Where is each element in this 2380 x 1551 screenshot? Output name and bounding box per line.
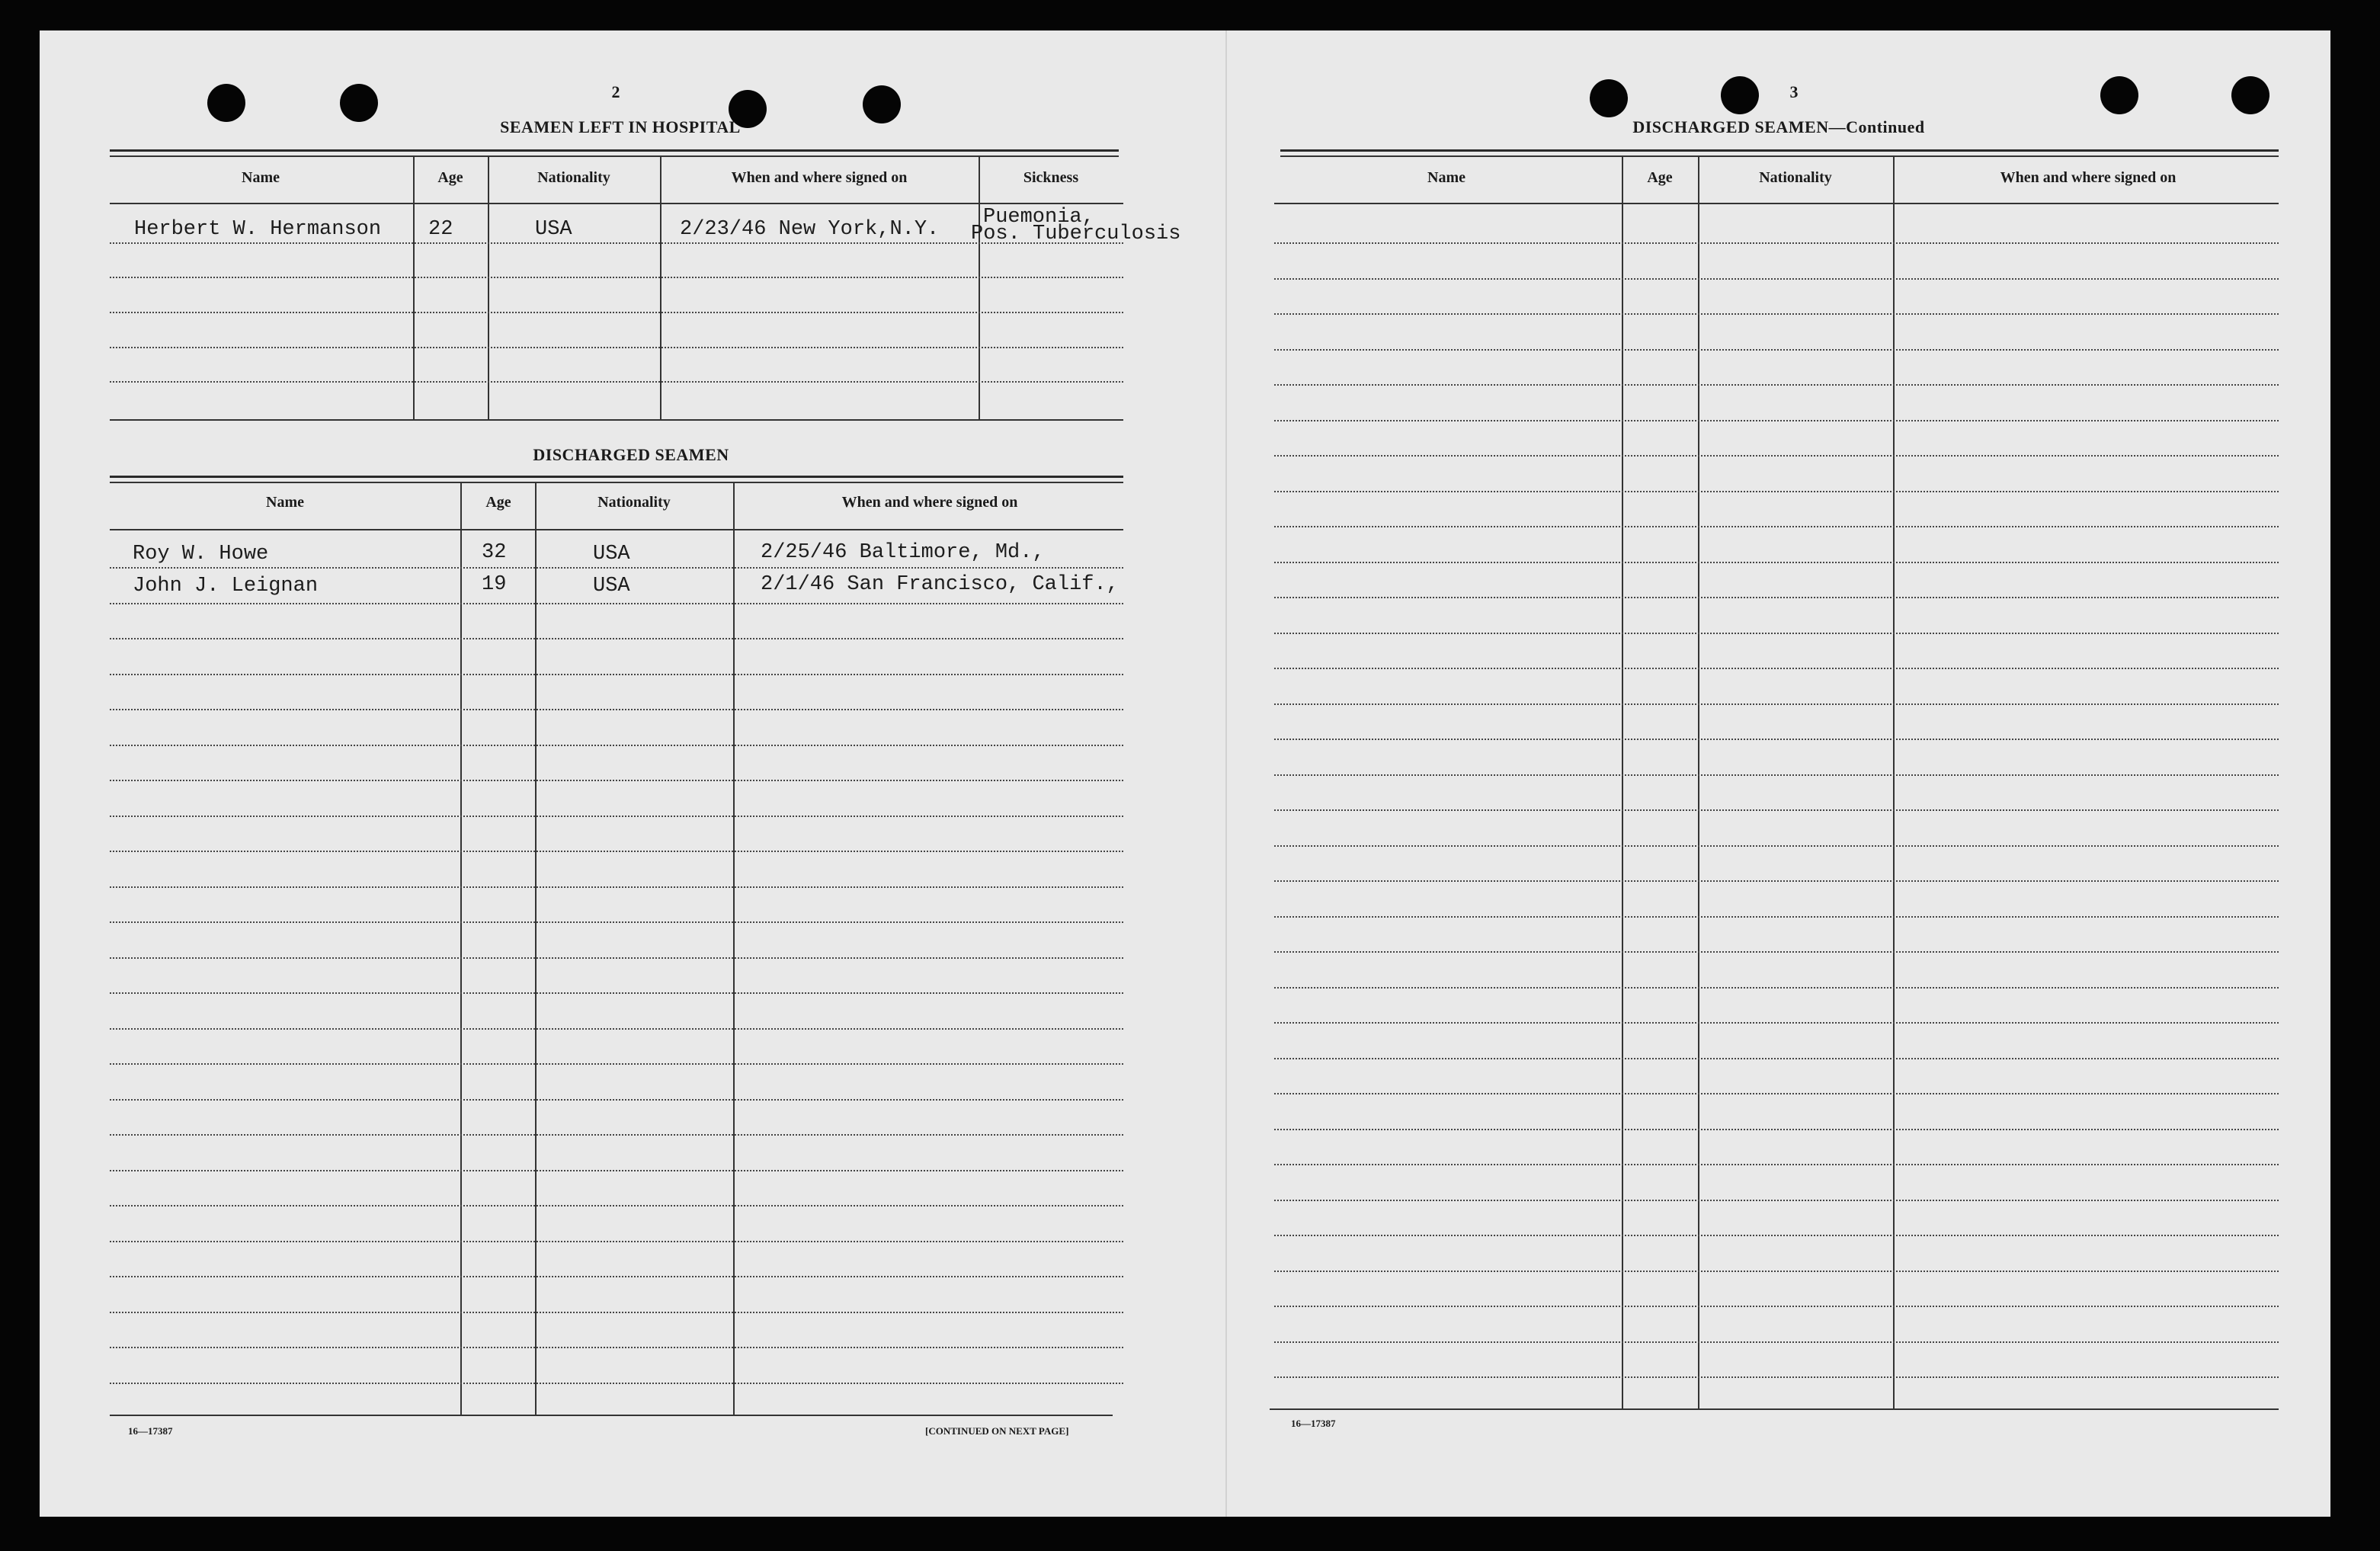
discharged-header-age: Age [485, 494, 511, 511]
hospital-section-title: SEAMEN LEFT IN HOSPITAL [500, 117, 741, 136]
right-col-divider [1698, 155, 1699, 1408]
ruled-row-line [1274, 455, 2279, 457]
ruled-row-line [110, 1134, 1123, 1136]
punch-hole [2100, 76, 2138, 114]
ruled-row-line [110, 1241, 1123, 1242]
ruled-row-line [110, 1170, 1123, 1171]
ruled-row-line [1274, 491, 2279, 492]
hospital-header-signed-on: When and where signed on [731, 169, 908, 186]
discharged-entry-nationality: USA [593, 575, 630, 598]
hospital-entry-signed-on: 2/23/46 New York,N.Y. [680, 218, 940, 241]
hospital-row-line [110, 277, 1123, 278]
ruled-row-line [1274, 809, 2279, 811]
ruled-row-line [110, 567, 1123, 569]
document-sheet [40, 30, 2330, 1517]
ruled-row-line [1274, 633, 2279, 634]
hospital-col-divider [488, 155, 489, 419]
hospital-table-bottom-rule [110, 419, 1123, 421]
right-header-age: Age [1647, 169, 1673, 186]
ruled-row-line [110, 709, 1123, 710]
hospital-entry-age: 22 [428, 218, 453, 241]
discharged-header-rule [110, 529, 1123, 530]
hospital-entry-nationality: USA [535, 218, 572, 241]
ruled-row-line [1274, 703, 2279, 705]
discharged-table-bottom-rule [110, 1415, 1113, 1416]
ruled-row-line [1274, 668, 2279, 669]
ruled-row-line [1274, 739, 2279, 740]
hospital-header-rule [110, 203, 1123, 204]
discharged-col-divider [733, 482, 735, 1415]
hospital-row-line [110, 312, 1123, 313]
ruled-row-line [110, 957, 1123, 959]
ruled-row-line [1274, 562, 2279, 563]
ruled-row-line [110, 921, 1123, 923]
ruled-row-line [110, 603, 1123, 604]
ruled-row-line [1274, 1058, 2279, 1059]
ruled-row-line [110, 1312, 1123, 1313]
discharged-entry-age: 19 [482, 573, 507, 596]
page-number-right: 3 [1789, 82, 1799, 101]
ruled-row-line [1274, 1235, 2279, 1236]
discharged-entry-signed-on: 2/25/46 Baltimore, Md., [761, 541, 1045, 564]
discharged-entry-name: John J. Leignan [133, 575, 319, 598]
ruled-row-line [1274, 597, 2279, 598]
ruled-row-line [110, 1028, 1123, 1030]
ruled-row-line [1274, 1164, 2279, 1165]
ruled-row-line [1274, 349, 2279, 351]
ruled-row-line [1274, 916, 2279, 918]
discharged-table-top-rule [110, 482, 1123, 483]
ruled-row-line [1274, 951, 2279, 953]
ruled-row-line [1274, 313, 2279, 315]
right-col-divider [1622, 155, 1623, 1408]
ruled-row-line [110, 1099, 1123, 1101]
right-header-rule [1274, 203, 2279, 204]
right-table-top-rule [1280, 155, 2279, 157]
discharged-header-nationality: Nationality [597, 494, 671, 511]
ruled-row-line [1274, 384, 2279, 386]
page-fold [1225, 30, 1227, 1517]
ruled-row-line [1274, 845, 2279, 847]
punch-hole [1590, 79, 1628, 117]
right-header-nationality: Nationality [1759, 169, 1832, 186]
hospital-header-sickness: Sickness [1023, 169, 1079, 186]
discharged-header-signed-on: When and where signed on [841, 494, 1018, 511]
hospital-entry-sickness: Pos. Tuberculosis [971, 223, 1181, 245]
hospital-table-top-rule [110, 155, 1119, 157]
ruled-row-line [110, 1383, 1123, 1384]
hospital-col-divider [660, 155, 661, 419]
ruled-row-line [1274, 420, 2279, 421]
ruled-row-line [1274, 1200, 2279, 1201]
discharged-table-top-rule [110, 476, 1123, 478]
hospital-row-line [110, 381, 1123, 383]
ruled-row-line [1274, 987, 2279, 989]
form-number-right: 16—17387 [1291, 1418, 1336, 1429]
right-table-bottom-rule [1270, 1408, 2279, 1410]
continued-note: [CONTINUED ON NEXT PAGE] [925, 1425, 1069, 1437]
hospital-table-top-rule [110, 149, 1119, 152]
page-number-left: 2 [611, 82, 620, 101]
ruled-row-line [110, 638, 1123, 639]
ruled-row-line [110, 780, 1123, 781]
discharged-entry-age: 32 [482, 541, 507, 564]
ruled-row-line [1274, 526, 2279, 527]
hospital-header-nationality: Nationality [537, 169, 610, 186]
hospital-header-name: Name [242, 169, 280, 186]
ruled-row-line [1274, 1341, 2279, 1343]
right-header-name: Name [1427, 169, 1465, 186]
ruled-row-line [110, 886, 1123, 888]
punch-hole [340, 84, 378, 122]
punch-hole [863, 85, 901, 123]
punch-hole [2231, 76, 2269, 114]
ruled-row-line [110, 851, 1123, 852]
ruled-row-line [1274, 1129, 2279, 1130]
ruled-row-line [110, 1205, 1123, 1207]
discharged-header-name: Name [266, 494, 304, 511]
ruled-row-line [110, 992, 1123, 994]
punch-hole [207, 84, 245, 122]
hospital-entry-name: Herbert W. Hermanson [134, 218, 382, 241]
ruled-row-line [1274, 1306, 2279, 1307]
ruled-row-line [110, 674, 1123, 675]
hospital-entry-sickness: Puemonia, [983, 206, 1094, 229]
discharged-col-divider [535, 482, 537, 1415]
discharged-entry-name: Roy W. Howe [133, 543, 269, 566]
ruled-row-line [110, 1063, 1123, 1065]
ruled-row-line [1274, 1022, 2279, 1024]
ruled-row-line [1274, 242, 2279, 244]
ruled-row-line [110, 1276, 1123, 1277]
ruled-row-line [110, 1347, 1123, 1348]
punch-hole [1721, 76, 1759, 114]
discharged-entry-nationality: USA [593, 543, 630, 566]
hospital-row-line [110, 347, 1123, 348]
discharged-col-divider [460, 482, 462, 1415]
form-number-left: 16—17387 [128, 1425, 173, 1437]
ruled-row-line [1274, 278, 2279, 280]
hospital-col-divider [979, 155, 980, 419]
hospital-header-age: Age [437, 169, 463, 186]
discharged-section-title: DISCHARGED SEAMEN [533, 445, 729, 464]
ruled-row-line [110, 745, 1123, 746]
ruled-row-line [110, 816, 1123, 817]
right-col-divider [1893, 155, 1895, 1408]
hospital-col-divider [413, 155, 415, 419]
right-table-top-rule [1280, 149, 2279, 152]
discharged-continued-title: DISCHARGED SEAMEN—Continued [1632, 117, 1925, 136]
ruled-row-line [1274, 880, 2279, 882]
ruled-row-line [1274, 1093, 2279, 1094]
ruled-row-line [1274, 1271, 2279, 1272]
ruled-row-line [1274, 1376, 2279, 1378]
right-header-signed-on: When and where signed on [2000, 169, 2177, 186]
discharged-entry-signed-on: 2/1/46 San Francisco, Calif., [761, 573, 1119, 596]
ruled-row-line [1274, 774, 2279, 776]
